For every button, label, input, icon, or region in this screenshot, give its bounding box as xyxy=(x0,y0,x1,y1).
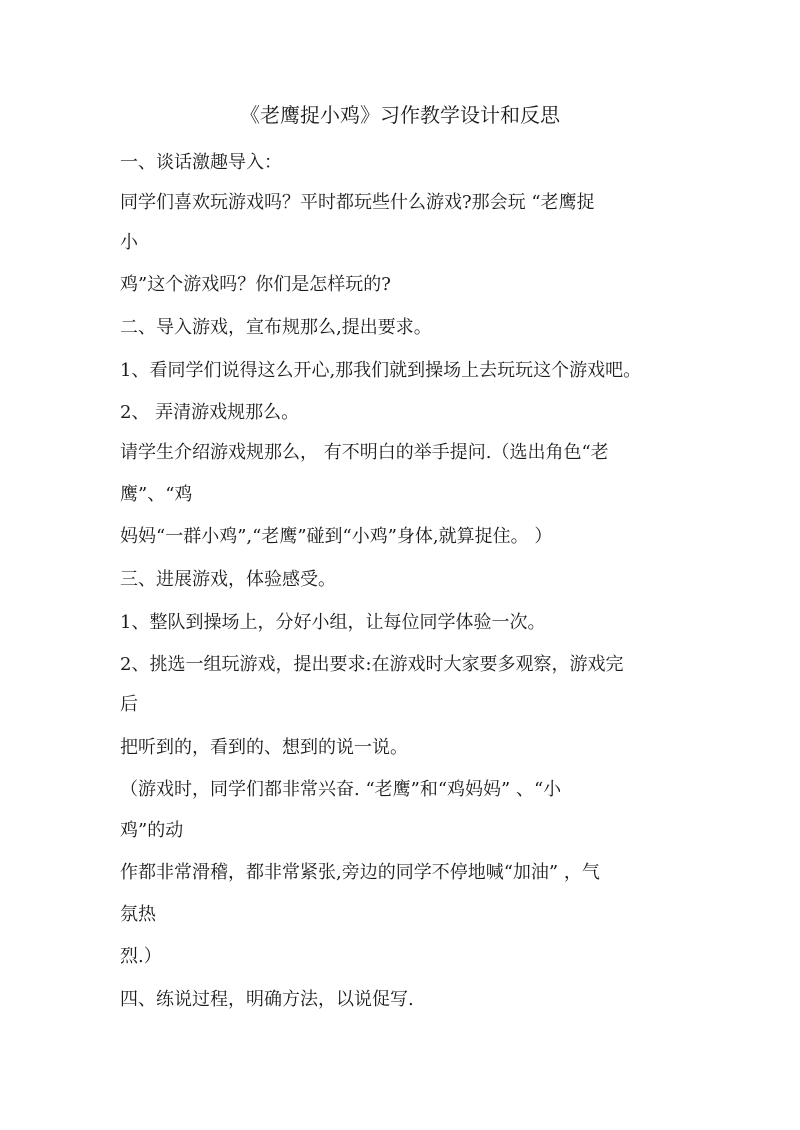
section-heading-3: 三、进展游戏，体验感受。 xyxy=(120,569,336,590)
paragraph-line: 作都非常滑稽，都非常紧张,旁边的同学不停地喊“加油” ，气 xyxy=(120,862,600,883)
paragraph-line: 氛热 xyxy=(120,904,156,925)
paragraph-line: 后 xyxy=(120,694,138,715)
section-heading-2: 二、导入游戏，宣布规那么,提出要求。 xyxy=(120,317,432,338)
paragraph-line: 1、整队到操场上，分好小组，让每位同学体验一次。 xyxy=(120,612,546,633)
section-heading-1: 一、谈话激趣导入： xyxy=(120,152,282,173)
paragraph-line: 1、看同学们说得这么开心,那我们就到操场上去玩玩这个游戏吧。 xyxy=(120,360,642,381)
paragraph-line: 鹰”、“鸡 xyxy=(120,484,193,505)
paragraph-line: 请学生介绍游戏规那么， 有不明白的举手提问.（选出角色“老 xyxy=(120,442,609,463)
paragraph-line: 小 xyxy=(120,232,138,253)
paragraph-line: 同学们喜欢玩游戏吗？平时都玩些什么游戏?那会玩 “老鹰捉 xyxy=(120,192,595,213)
paragraph-line: 2、 弄清游戏规那么。 xyxy=(120,402,300,423)
paragraph-line: 把听到的，看到的、想到的说一说。 xyxy=(120,737,408,758)
paragraph-line: 妈妈“一群小鸡”,“老鹰”碰到“小鸡”身体,就算捉住。 ） xyxy=(120,526,553,547)
paragraph-line: （游戏时，同学们都非常兴奋. “老鹰”和“鸡妈妈” 、“小 xyxy=(120,779,562,800)
paragraph-line: 鸡”的动 xyxy=(120,820,184,841)
paragraph-line: 鸡”这个游戏吗？你们是怎样玩的? xyxy=(120,274,391,295)
paragraph-line: 烈.） xyxy=(120,946,162,967)
paragraph-line: 2、挑选一组玩游戏，提出要求:在游戏时大家要多观察，游戏完 xyxy=(120,654,624,675)
section-heading-4: 四、练说过程，明确方法，以说促写. xyxy=(120,989,414,1010)
document-title: 《老鹰捉小鸡》习作教学设计和反思 xyxy=(240,103,560,127)
